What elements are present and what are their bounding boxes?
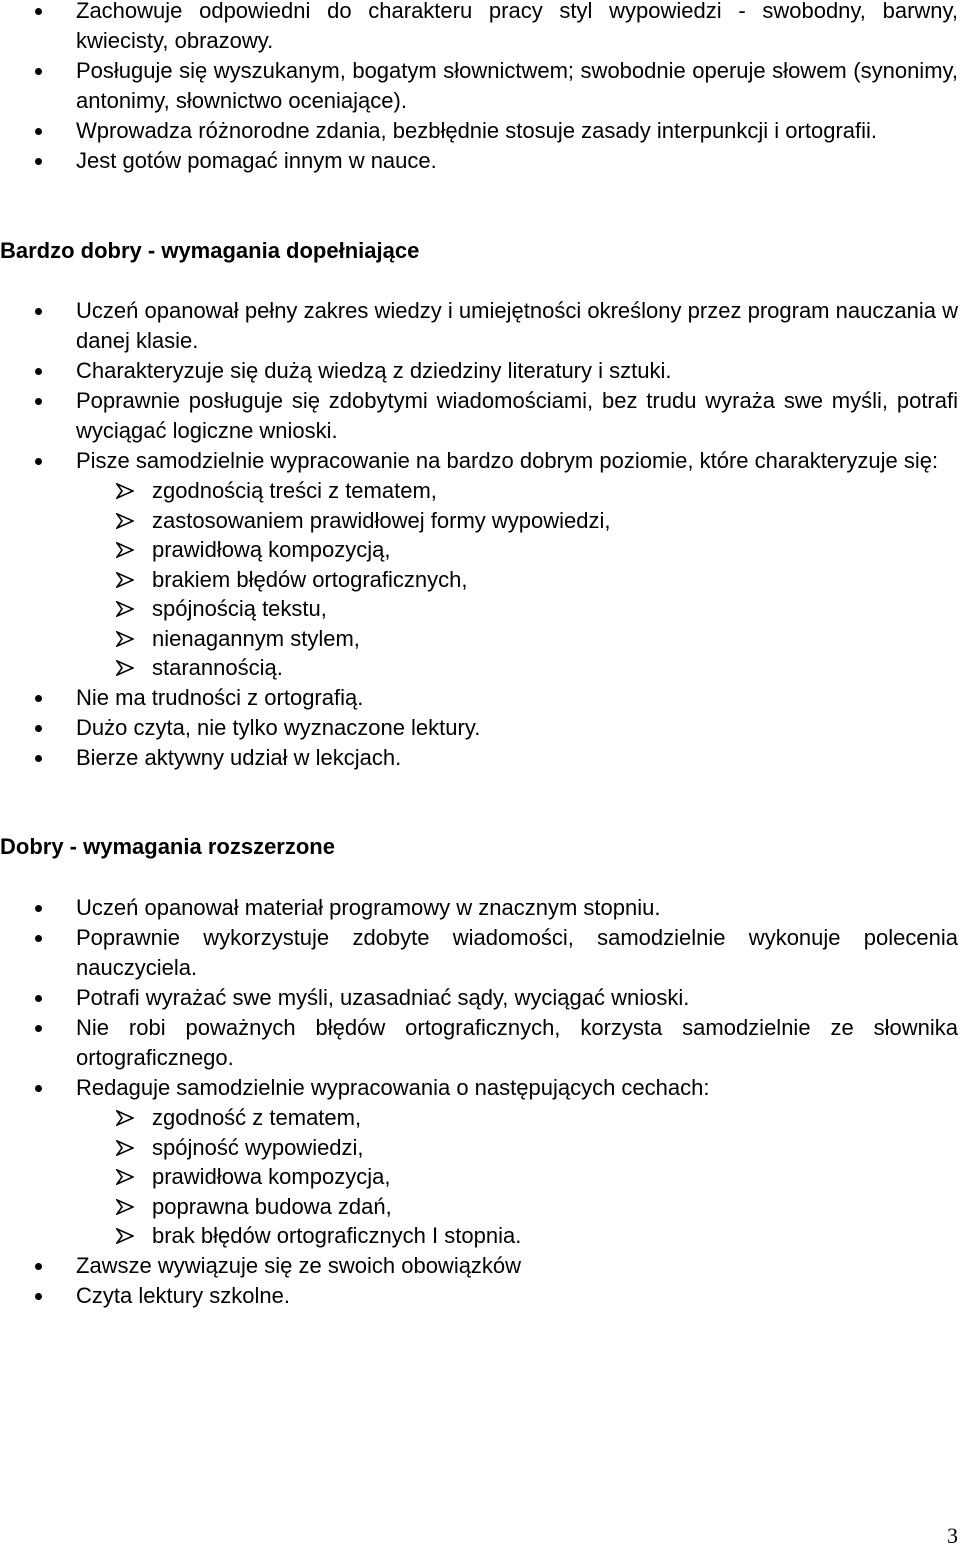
- section2-list: [0, 296, 960, 773]
- bullet-icon: [35, 725, 42, 732]
- sub-list: [76, 1103, 958, 1251]
- arrowhead-bullet-icon: [116, 1199, 134, 1215]
- arrowhead-bullet-icon: [116, 1110, 134, 1126]
- sub-list-item-text: prawidłowa kompozycja,: [152, 1164, 391, 1189]
- bullet-icon: [35, 755, 42, 762]
- list-item: [0, 386, 960, 446]
- list-item-text: Dużo czyta, nie tylko wyznaczone lektury.: [76, 714, 481, 740]
- bullet-icon: [35, 1025, 42, 1032]
- list-item-text: Potrafi wyrażać swe myśli, uzasadniać sądy, wyciągać wnioski.: [76, 985, 690, 1010]
- sub-list-item: [76, 594, 958, 624]
- sub-list: [76, 476, 958, 683]
- arrowhead-bullet-icon: [116, 660, 134, 676]
- arrowhead-bullet-icon: [116, 542, 134, 558]
- bullet-icon: [35, 1293, 42, 1300]
- section3-list: [0, 893, 960, 1311]
- sub-list-item: [76, 1221, 958, 1251]
- sub-list-item-text: zgodnością treści z tematem,: [152, 478, 437, 503]
- sub-list-item-text: spójność wypowiedzi,: [152, 1134, 364, 1160]
- list-item: [0, 923, 960, 983]
- bullet-icon: [35, 1085, 42, 1092]
- bullet-icon: [35, 935, 42, 942]
- sub-list-item: [76, 476, 958, 506]
- section-heading-bardzo-dobry: Bardzo dobry - wymagania dopełniające: [0, 238, 420, 263]
- arrowhead-bullet-icon: [116, 601, 134, 617]
- list-item: [0, 1281, 960, 1311]
- sub-list-item: [76, 653, 958, 683]
- list-item-text: Jest gotów pomagać innym w nauce.: [76, 148, 437, 173]
- sub-list-item-text: spójnością tekstu,: [152, 596, 327, 621]
- sub-list-item-text: nienagannym stylem,: [152, 625, 360, 651]
- list-item-text: Bierze aktywny udział w lekcjach.: [76, 744, 402, 770]
- bullet-icon: [35, 1263, 42, 1270]
- bullet-icon: [35, 398, 42, 405]
- sub-list-item: [76, 1162, 958, 1192]
- sub-list-item-text: prawidłową kompozycją,: [152, 537, 391, 562]
- bullet-icon: [35, 368, 42, 375]
- list-item: [0, 743, 960, 773]
- section-heading-dobry: Dobry - wymagania rozszerzone: [0, 834, 335, 859]
- list-item: [0, 893, 960, 923]
- sub-list-item: [76, 1133, 958, 1163]
- list-item: [0, 1073, 960, 1251]
- list-item-text: Zachowuje odpowiedni do charakteru pracy styl wypowiedzi - swobodny, barwny, kwiecisty, obrazowy.: [76, 0, 958, 53]
- list-item: [0, 116, 960, 146]
- list-item-text: Czyta lektury szkolne.: [76, 1282, 290, 1308]
- arrowhead-bullet-icon: [116, 513, 134, 529]
- list-item: [0, 1013, 960, 1073]
- list-item: [0, 296, 960, 356]
- sub-list-item-text: poprawna budowa zdań,: [152, 1193, 392, 1219]
- list-item: [0, 983, 960, 1013]
- sub-list-item-text: zgodność z tematem,: [152, 1105, 362, 1130]
- sub-list-item: [76, 535, 958, 565]
- page-number: 3: [947, 1523, 958, 1548]
- arrowhead-bullet-icon: [116, 1140, 134, 1156]
- bullet-icon: [35, 8, 42, 15]
- list-item-text: Nie robi poważnych błędów ortograficznych, korzysta samodzielnie ze słownika ortograficznego.: [76, 1015, 958, 1070]
- bullet-icon: [35, 308, 42, 315]
- arrowhead-bullet-icon: [116, 483, 134, 499]
- list-item-text: Charakteryzuje się dużą wiedzą z dziedziny literatury i sztuki.: [76, 358, 672, 383]
- list-item-text: Posługuje się wyszukanym, bogatym słownictwem; swobodnie operuje słowem (synonimy, antonimy, słownictwo oceniające).: [76, 58, 958, 113]
- bullet-icon: [35, 905, 42, 912]
- list-item: [0, 683, 960, 713]
- arrowhead-bullet-icon: [116, 572, 134, 588]
- list-item-text: Poprawnie wykorzystuje zdobyte wiadomości, samodzielnie wykonuje polecenia nauczyciela.: [76, 925, 958, 980]
- list-item: [0, 356, 960, 386]
- bullet-icon: [35, 158, 42, 165]
- bullet-icon: [35, 68, 42, 75]
- list-item-text: Uczeń opanował materiał programowy w znacznym stopniu.: [76, 895, 661, 920]
- bullet-icon: [35, 458, 42, 465]
- bullet-icon: [35, 695, 42, 702]
- list-item: [0, 446, 960, 683]
- sub-list-item-text: brakiem błędów ortograficznych,: [152, 566, 468, 592]
- list-item: [0, 1251, 960, 1281]
- sub-list-item: [76, 1103, 958, 1133]
- sub-list-item: [76, 1192, 958, 1222]
- list-item: [0, 56, 960, 116]
- list-item: [0, 713, 960, 743]
- sub-list-item: [76, 624, 958, 654]
- arrowhead-bullet-icon: [116, 1228, 134, 1244]
- list-item-text: Nie ma trudności z ortografią.: [76, 684, 364, 710]
- arrowhead-bullet-icon: [116, 631, 134, 647]
- list-item-text: Pisze samodzielnie wypracowanie na bardzo dobrym poziomie, które charakteryzuje się:: [76, 448, 939, 473]
- bullet-icon: [35, 995, 42, 1002]
- sub-list-item: [76, 565, 958, 595]
- section1-list: [0, 0, 960, 176]
- list-item: [0, 146, 960, 176]
- arrowhead-bullet-icon: [116, 1169, 134, 1185]
- sub-list-item-text: starannością.: [152, 655, 283, 680]
- list-item-text: Poprawnie posługuje się zdobytymi wiadomościami, bez trudu wyraża swe myśli, potrafi wyciągać logiczne wnioski.: [76, 388, 958, 443]
- list-item-text: Redaguje samodzielnie wypracowania o następujących cechach:: [76, 1075, 710, 1100]
- sub-list-item-text: zastosowaniem prawidłowej formy wypowiedzi,: [152, 507, 611, 533]
- list-item-text: Zawsze wywiązuje się ze swoich obowiązków: [76, 1252, 522, 1278]
- sub-list-item: [76, 506, 958, 536]
- bullet-icon: [35, 128, 42, 135]
- list-item: [0, 0, 960, 56]
- list-item-text: Uczeń opanował pełny zakres wiedzy i umiejętności określony przez program nauczania w danej klasie.: [76, 298, 958, 353]
- list-item-text: Wprowadza różnorodne zdania, bezbłędnie stosuje zasady interpunkcji i ortografii.: [76, 118, 878, 143]
- sub-list-item-text: brak błędów ortograficznych I stopnia.: [152, 1223, 522, 1248]
